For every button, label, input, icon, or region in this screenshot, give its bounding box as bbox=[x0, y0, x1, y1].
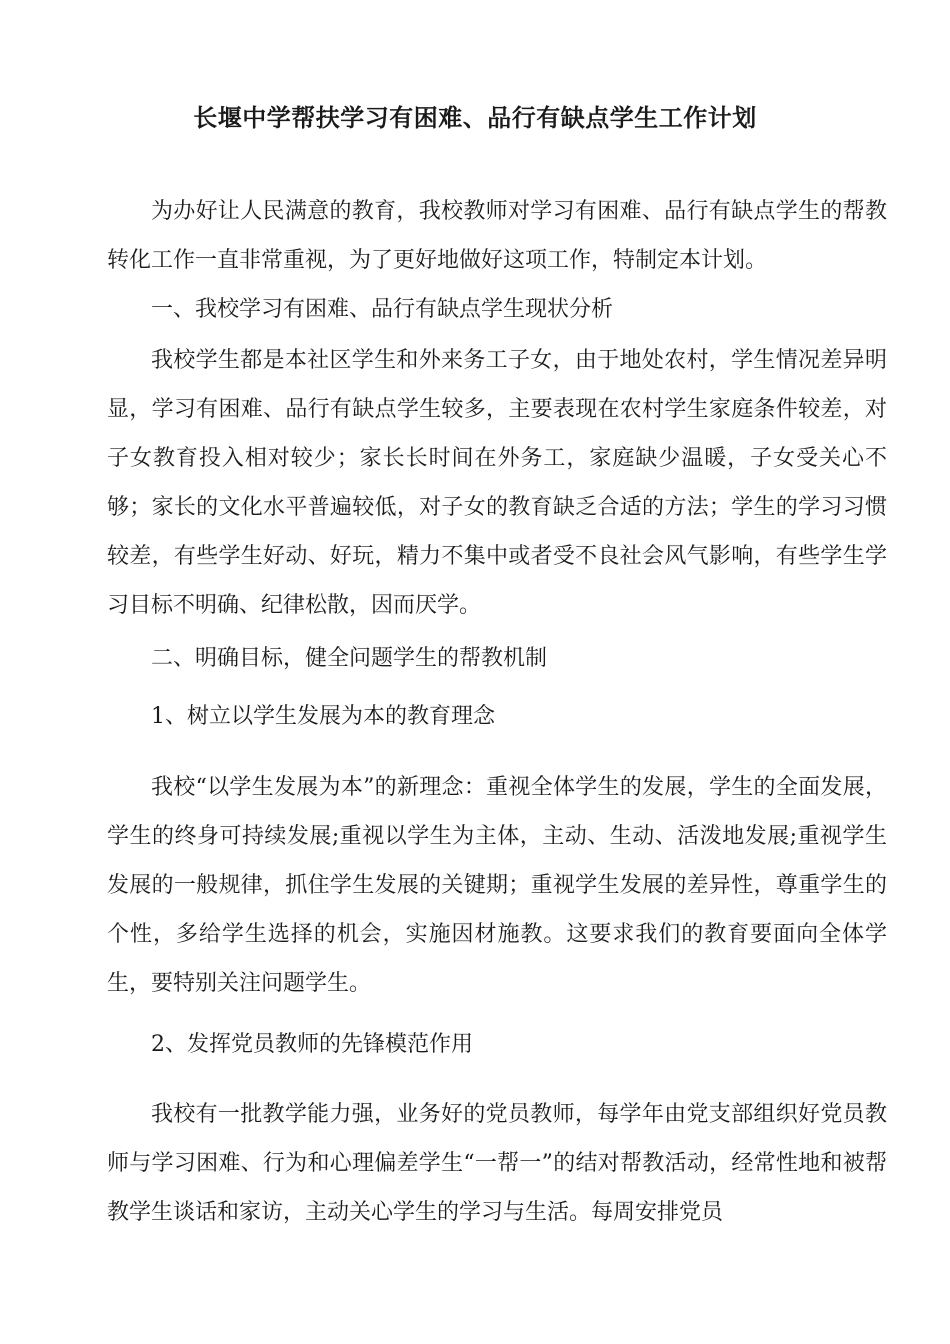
subsection1-heading: 1、树立以学生发展为本的教育理念 bbox=[151, 704, 495, 729]
subsection2-paragraph: 我校有一批教学能力强，业务好的党员教师，每学年由党支部组织好党员教师与学习困难、行为和心理偏差学生“一帮一”的结对帮教活动，经常性地和被帮教学生谈话和家访，主动关心学生的学习与生活。每周安排党员 bbox=[107, 1102, 887, 1225]
subsection1-paragraph: 我校“以学生发展为本”的新理念：重视全体学生的发展，学生的全面发展，学生的终身可持续发展;重视以学生为主体，主动、生动、活泼地发展;重视学生发展的一般规律，抓住学生发展的关键期；重视学生发展的差异性，尊重学生的个性，多给学生选择的机会，实施因材施教。这要求我们的教育要面向全体学生，要特别关注问题学生。 bbox=[107, 775, 887, 996]
section2-heading: 二、明确目标，健全问题学生的帮教机制 bbox=[151, 646, 548, 671]
subsection2-heading: 2、发挥党员教师的先锋模范作用 bbox=[151, 1032, 473, 1057]
section1-heading: 一、我校学习有困难、品行有缺点学生现状分析 bbox=[151, 297, 614, 322]
section1-paragraph: 我校学生都是本社区学生和外来务工子女，由于地处农村，学生情况差异明显，学习有困难、品行有缺点学生较多，主要表现在农村学生家庭条件较差，对子女教育投入相对较少；家长长时间在外务工，家庭缺少温暖，子女受关心不够；家长的文化水平普遍较低，对子女的教育缺乏合适的方法；学生的学习习惯较差，有些学生好动、好玩，精力不集中或者受不良社会风气影响，有些学生学习目标不明确、纪律松散，因而厌学。 bbox=[107, 348, 887, 618]
intro-paragraph: 为办好让人民满意的教育，我校教师对学习有困难、品行有缺点学生的帮教转化工作一直非常重视，为了更好地做好这项工作，特制定本计划。 bbox=[107, 199, 887, 273]
document-title: 长堰中学帮扶学习有困难、品行有缺点学生工作计划 bbox=[193, 104, 757, 132]
